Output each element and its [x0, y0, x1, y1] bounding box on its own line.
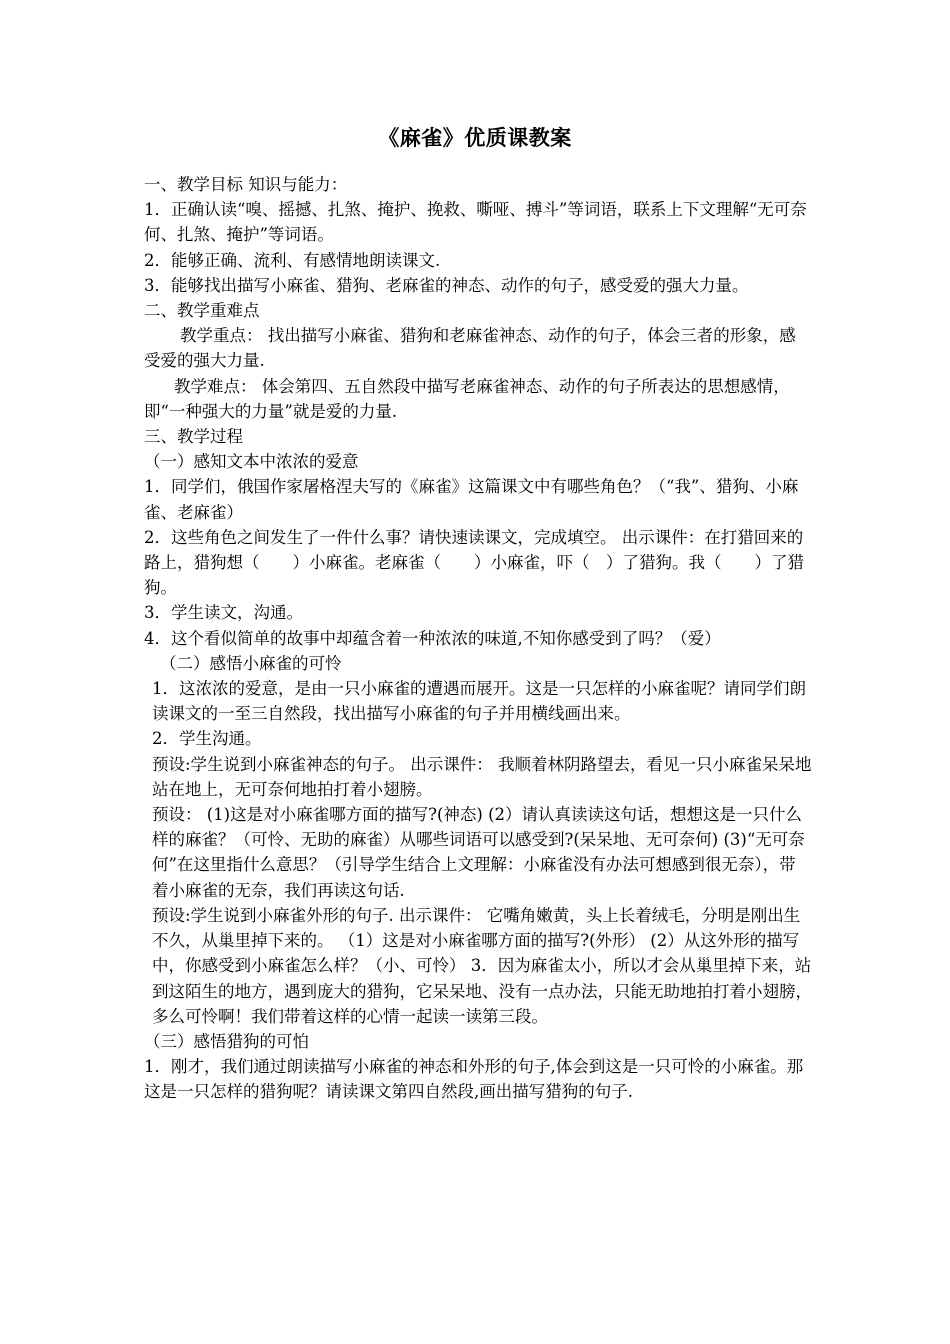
- document-title: 《麻雀》优质课教案: [378, 125, 572, 150]
- paragraph-part2-preset-questions: 预设： (1)这是对小麻雀哪方面的描写?(神态) (2）请认真读读这句话，想想这是一只什么样的麻雀？（可怜、无助的麻雀）从哪些词语可以感受到?(呆呆地、无可奈何) (3)“无可奈何”在这里指什么意思？（引导学生结合上文理解：小麻雀没有办法可想感到很无奈），带着小麻雀的无奈，我们再读这句话.: [152, 805, 805, 900]
- subheading-part-3: （三）感悟猎狗的可怕: [144, 1031, 309, 1051]
- paragraph-part1-step-2: 2．这些角色之间发生了一件什么事？请快速读课文，完成填空。 出示课件：在打猎回来的路上，猎狗想（ ）小麻雀。老麻雀（ ）小麻雀，吓（ ）了猎狗。我（ ）了猎狗。: [144, 527, 804, 598]
- paragraph-difficult-point: 教学难点： 体会第四、五自然段中描写老麻雀神态、动作的句子所表达的思想感情，即“一种强大的力量”就是爱的力量.: [144, 376, 790, 421]
- paragraph-objective-2: 2．能够正确、流利、有感情地朗读课文.: [144, 250, 441, 270]
- paragraph-part2-step-1: 1．这浓浓的爱意，是由一只小麻雀的遭遇而展开。这是一只怎样的小麻雀呢？请同学们朗读课文的一至三自然段，找出描写小麻雀的句子并用横线画出来。: [152, 679, 806, 724]
- paragraph-part1-step-3: 3．学生读文，沟通。: [144, 603, 303, 623]
- paragraph-part1-step-4: 4．这个看似简单的故事中却蕴含着一种浓浓的味道,不知你感受到了吗？（爱）: [144, 628, 721, 648]
- section-heading-process: 三、教学过程: [144, 427, 243, 447]
- paragraph-part1-step-1: 1．同学们，俄国作家屠格涅夫写的《麻雀》这篇课文中有哪些角色？（“我”、猎狗、小麻雀、老麻雀）: [144, 477, 799, 522]
- subheading-part-2: （二）感悟小麻雀的可怜: [160, 653, 342, 673]
- paragraph-part2-preset-expression: 预设:学生说到小麻雀神态的句子。 出示课件： 我顺着林阴路望去，看见一只小麻雀呆呆地站在地上，无可奈何地拍打着小翅膀。: [152, 754, 812, 799]
- paragraph-part2-preset-appearance: 预设:学生说到小麻雀外形的句子. 出示课件： 它嘴角嫩黄，头上长着绒毛，分明是刚出生不久，从巢里掉下来的。 （1）这是对小麻雀哪方面的描写?(外形） (2）从这外形的描写中，你感受到小麻雀怎么样？（小、可怜） 3．因为麻雀太小，所以才会从巢里掉下来，站到这陌生的地方，遇到庞大的猎狗，它呆呆地、没有一点办法，只能无助地拍打着小翅膀，多么可怜啊！我们带着这样的心情一起读一读第三段。: [152, 905, 812, 1026]
- document-body: [144, 172, 812, 1105]
- section-heading-objectives: 一、教学目标 知识与能力：: [144, 175, 348, 194]
- paragraph-key-point: 教学重点： 找出描写小麻雀、猎狗和老麻雀神态、动作的句子，体会三者的形象，感受爱的强大力量.: [144, 326, 796, 371]
- section-heading-key-points: 二、教学重难点: [144, 301, 260, 321]
- paragraph-objective-3: 3．能够找出描写小麻雀、猎狗、老麻雀的神态、动作的句子，感受爱的强大力量。: [144, 275, 749, 295]
- paragraph-part2-step-2: 2．学生沟通。: [152, 729, 262, 749]
- paragraph-objective-1: 1．正确认读“嗅、摇撼、扎煞、掩护、挽救、嘶哑、搏斗”等词语，联系上下文理解“无可奈何、扎煞、掩护”等词语。: [144, 200, 807, 245]
- paragraph-part3-step-1: 1．刚才，我们通过朗读描写小麻雀的神态和外形的句子,体会到这是一只可怜的小麻雀。那这是一只怎样的猎狗呢？请读课文第四自然段,画出描写猎狗的句子.: [144, 1057, 804, 1102]
- subheading-part-1: （一）感知文本中浓浓的爱意: [144, 452, 359, 472]
